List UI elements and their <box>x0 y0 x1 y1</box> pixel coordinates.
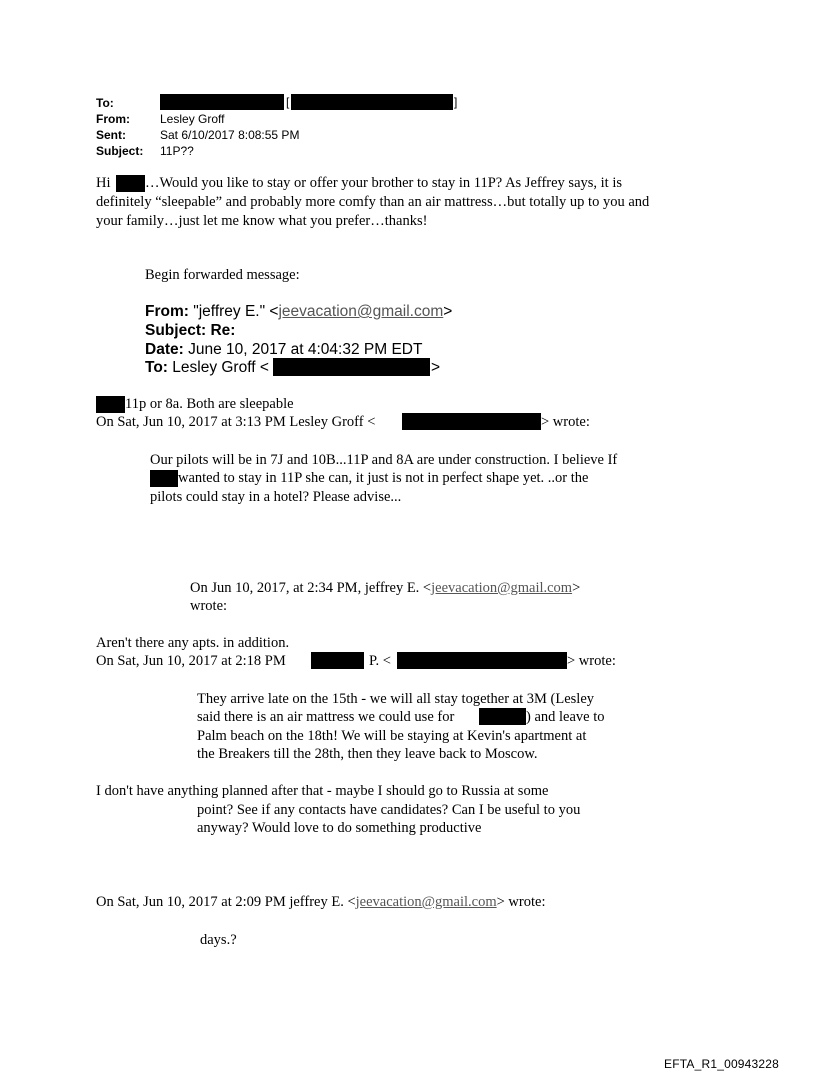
forward-to-line <box>145 358 269 377</box>
quote-1-line-3: pilots could stay in a hotel? Please advise... <box>150 489 402 505</box>
quote-header-4-text: On Sat, Jun 10, 2017 at 2:09 PM jeffrey E. < <box>96 894 356 910</box>
to-bracket-open: [ <box>286 95 290 109</box>
quote-4-line-3: anyway? Would love to do something productive <box>197 820 482 836</box>
forward-intro: Begin forwarded message: <box>145 267 300 283</box>
quote-3-line-3: Palm beach on the 18th! We will be staying at Kevin's apartment at <box>197 728 587 744</box>
forward-date-label: Date: <box>145 341 184 358</box>
redaction <box>291 94 453 110</box>
forward-date-value: June 10, 2017 at 4:04:32 PM EDT <box>183 341 423 358</box>
forward-from-value: "jeffrey E." < <box>188 303 279 320</box>
message-line-1: …Would you like to stay or offer your brother to stay in 11P? As Jeffrey says, it is <box>145 175 622 191</box>
to-label: To: <box>96 96 114 110</box>
from-label: From: <box>96 112 130 126</box>
subject-label: Subject: <box>96 144 144 158</box>
forward-from-close: > <box>443 303 453 320</box>
reply-1: 11p or 8a. Both are sleepable <box>125 396 294 412</box>
quote-header-2 <box>190 579 580 598</box>
quote-4-line-1: I don't have anything planned after that - maybe I should go to Russia at some <box>96 783 549 799</box>
quote-1-line-2: wanted to stay in 11P she can, it just is not in perfect shape yet. ..or the <box>178 470 589 486</box>
redaction <box>402 413 541 430</box>
forward-from-line <box>145 302 452 321</box>
reply-2: Aren't there any apts. in addition. <box>96 635 290 651</box>
subject-value: 11P?? <box>160 144 194 158</box>
quote-header-3-mid: P. < <box>369 653 391 669</box>
from-value: Lesley Groff <box>160 112 225 126</box>
forward-date-line <box>145 340 422 359</box>
quote-4-line-2: point? See if any contacts have candidates? Can I be useful to you <box>197 802 581 818</box>
quote-header-2-wrote: wrote: <box>190 598 228 614</box>
redaction <box>150 470 178 487</box>
quote-header-2-text: On Jun 10, 2017, at 2:34 PM, jeffrey E. < <box>190 580 432 596</box>
document-id: EFTA_R1_00943228 <box>664 1057 780 1071</box>
quote-header-4 <box>96 893 545 912</box>
redaction <box>273 358 430 376</box>
forward-to-value: Lesley Groff < <box>167 359 269 376</box>
forward-from-label: From: <box>145 303 189 320</box>
forward-to-close: > <box>431 359 441 376</box>
forward-subject-value: Re: <box>206 322 236 339</box>
quote-3-line-4: the Breakers till the 28th, then they leave back to Moscow. <box>197 746 538 762</box>
redaction <box>311 652 364 669</box>
redaction <box>96 396 125 413</box>
quote-header-3-end: > wrote: <box>567 653 616 669</box>
redaction <box>160 94 284 110</box>
quote-header-2-close: > <box>572 580 581 596</box>
quote-1-line-1: Our pilots will be in 7J and 10B...11P and 8A are under construction. I believe If <box>150 452 618 468</box>
quote-header-4-email-link[interactable]: jeevacation@gmail.com <box>355 894 497 910</box>
quote-3-line-2-end: ) and leave to <box>526 709 605 725</box>
forward-subject-line <box>145 321 235 340</box>
to-bracket-close: ] <box>454 95 458 109</box>
quote-5: days.? <box>200 932 237 948</box>
sent-label: Sent: <box>96 128 126 142</box>
message-line-2: definitely “sleepable” and probably more comfy than an air mattress…but totally up to you and <box>96 194 650 210</box>
forward-from-email-link[interactable]: jeevacation@gmail.com <box>278 303 444 320</box>
quote-3-line-2: said there is an air mattress we could use for <box>197 709 455 725</box>
quote-header-2-email-link[interactable]: jeevacation@gmail.com <box>431 580 573 596</box>
quote-3-line-1: They arrive late on the 15th - we will all stay together at 3M (Lesley <box>197 691 595 707</box>
quote-header-3: On Sat, Jun 10, 2017 at 2:18 PM <box>96 653 286 669</box>
quote-header-1: On Sat, Jun 10, 2017 at 3:13 PM Lesley Groff < <box>96 414 376 430</box>
redaction <box>116 175 145 192</box>
forward-subject-label: Subject: <box>145 322 207 339</box>
redaction <box>479 708 526 725</box>
message-line-3: your family…just let me know what you prefer…thanks! <box>96 213 428 229</box>
quote-header-4-end: > wrote: <box>496 894 546 910</box>
message-line-1-start: Hi <box>96 175 111 191</box>
forward-to-label: To: <box>145 359 168 376</box>
sent-value: Sat 6/10/2017 8:08:55 PM <box>160 128 300 142</box>
quote-header-1-end: > wrote: <box>541 414 590 430</box>
redaction <box>397 652 567 669</box>
